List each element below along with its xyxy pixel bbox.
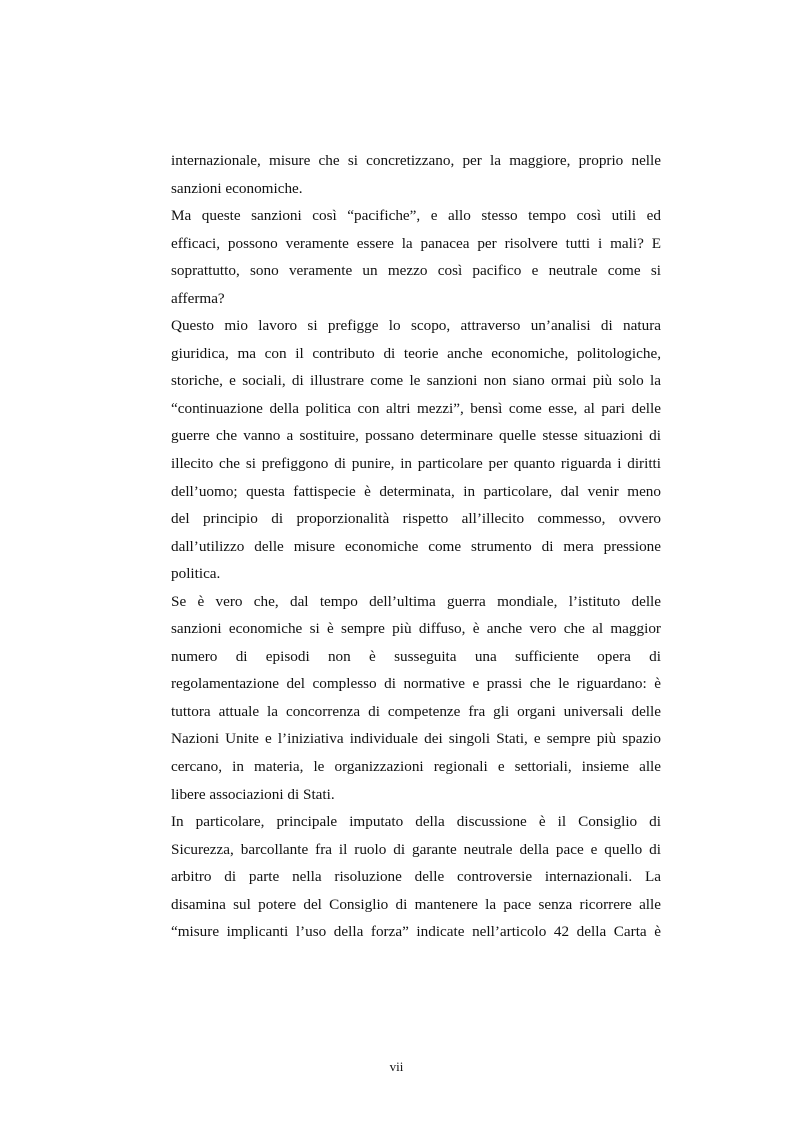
text-line: efficaci, possono veramente essere la panacea per risolvere tutti i mali? E	[171, 234, 661, 252]
text-line: libere associazioni di Stati.	[171, 785, 335, 803]
text-line: storiche, e sociali, di illustrare come le sanzioni non siano ormai più solo la	[171, 372, 661, 390]
text-line: giuridica, ma con il contributo di teorie anche economiche, politologiche,	[171, 344, 661, 362]
text-line: “continuazione della politica con altri mezzi”, bensì come esse, al pari delle	[171, 399, 661, 417]
text-line: Questo mio lavoro si prefigge lo scopo, attraverso un’analisi di natura	[171, 317, 661, 335]
text-line: arbitro di parte nella risoluzione delle controversie internazionali. La	[171, 868, 661, 886]
text-line: internazionale, misure che si concretizzano, per la maggiore, proprio nelle	[171, 152, 661, 169]
body-text	[171, 147, 661, 946]
text-line: Ma queste sanzioni così “pacifiche”, e allo stesso tempo così utili ed	[171, 207, 661, 225]
text-line: regolamentazione del complesso di normative e prassi che le riguardano: è	[171, 675, 661, 693]
text-line: sanzioni economiche si è sempre più diffuso, è anche vero che al maggior	[171, 620, 661, 638]
text-line: cercano, in materia, le organizzazioni regionali e settoriali, insieme alle	[171, 758, 661, 776]
text-line: “misure implicanti l’uso della forza” indicate nell’articolo 42 della Carta è	[171, 923, 661, 941]
text-line: Se è vero che, dal tempo dell’ultima guerra mondiale, l’istituto delle	[171, 592, 661, 610]
text-line: guerre che vanno a sostituire, possano determinare quelle stesse situazioni di	[171, 427, 661, 445]
text-line: disamina sul potere del Consiglio di mantenere la pace senza ricorrere alle	[171, 895, 661, 913]
text-line: del principio di proporzionalità rispetto all’illecito commesso, ovvero	[171, 510, 661, 528]
page-number: vii	[389, 1059, 404, 1074]
text-line: dell’uomo; questa fattispecie è determinata, in particolare, dal venir meno	[171, 482, 661, 500]
text-line: dall’utilizzo delle misure economiche come strumento di mera pressione	[171, 537, 661, 555]
text-line: numero di episodi non è susseguita una sufficiente opera di	[171, 647, 661, 665]
text-line: politica.	[171, 565, 221, 583]
text-line: sanzioni economiche.	[171, 179, 303, 197]
text-line: Sicurezza, barcollante fra il ruolo di garante neutrale della pace e quello di	[171, 840, 661, 858]
text-line: afferma?	[171, 289, 225, 307]
text-line: In particolare, principale imputato della discussione è il Consiglio di	[171, 813, 661, 831]
text-line: Nazioni Unite e l’iniziativa individuale dei singoli Stati, e sempre più spazio	[171, 730, 661, 748]
text-line: tuttora attuale la concorrenza di competenze fra gli organi universali delle	[171, 702, 661, 720]
text-line: illecito che si prefiggono di punire, in particolare per quanto riguarda i diritti	[171, 455, 661, 473]
text-line: soprattutto, sono veramente un mezzo così pacifico e neutrale come si	[171, 262, 661, 280]
